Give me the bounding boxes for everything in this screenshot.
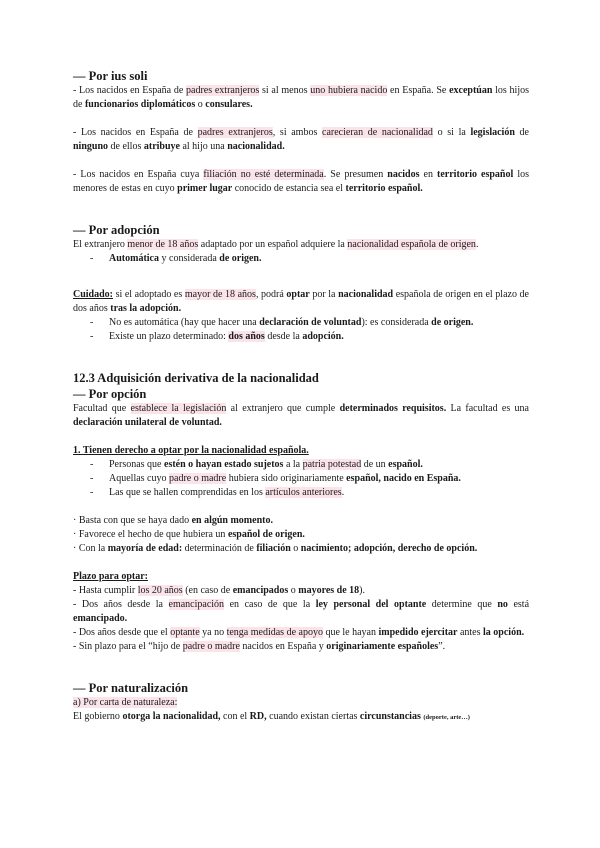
heading-naturalizacion: — Por naturalización: [73, 681, 189, 695]
paragraph-ius-soli-1: - Los nacidos en España de padres extranjeros si al menos uno hubiera nacido en España. Se exceptúan los hijos de funcionarios diplomáticos o consulares.: [73, 85, 530, 110]
note-1: · Basta con que se haya dado en algún momento.: [73, 515, 273, 526]
paragraph-cuidado: Cuidado: si el adoptado es mayor de 18 años, podrá optar por la nacionalidad española de origen en el plazo de dos años tras la adopción.: [73, 289, 529, 314]
paragraph-ius-soli-2: - Los nacidos en España de padres extranjeros, si ambos carecieran de nacionalidad o si la legislación de ninguno de ellos atribuye al hijo una nacionalidad.: [73, 127, 530, 152]
list-item-derecho-1: - Personas que estén o hayan estado sujetos a la patria potestad de un español.: [90, 459, 423, 470]
list-item-derecho-3: - Las que se hallen comprendidas en los artículos anteriores.: [90, 487, 345, 498]
plazo-title: Plazo para optar:: [73, 571, 148, 582]
list-item-adopcion-2: - No es automática (hay que hacer una declaración de voluntad): es considerada de origen.: [90, 317, 474, 328]
note-3: · Con la mayoría de edad: determinación de filiación o nacimiento; adopción, derecho de opción.: [73, 543, 478, 554]
plazo-item-2: - Dos años desde la emancipación en caso de que la ley personal del optante determine que no está emancipado.: [73, 599, 530, 624]
heading-ius-soli: — Por ius soli: [73, 69, 148, 83]
note-2: · Favorece el hecho de que hubiera un español de origen.: [73, 529, 305, 540]
paragraph-opcion-1: Facultad que establece la legislación al extranjero que cumple determinados requisitos. La facultad es una declaración unilateral de voluntad.: [73, 403, 529, 428]
paragraph-ius-soli-3: - Los nacidos en España cuya filiación no esté determinada. Se presumen nacidos en territorio español los menores de estas en cuyo primer lugar conocido de estancia sea el territorio español.: [73, 169, 529, 194]
naturalizacion-subheading: a) Por carta de naturaleza:: [73, 697, 178, 708]
plazo-item-4: - Sin plazo para el “hijo de padre o madre nacidos en España y originariamente españoles”.: [73, 641, 446, 652]
derecho-optar-title: 1. Tienen derecho a optar por la nacionalidad española.: [73, 445, 309, 456]
paragraph-adopcion-1: El extranjero menor de 18 años adaptado por un español adquiere la nacionalidad española de origen.: [73, 239, 479, 250]
plazo-item-1: - Hasta cumplir los 20 años (en caso de emancipados o mayores de 18).: [73, 585, 366, 596]
list-item-adopcion-3: - Existe un plazo determinado: dos años desde la adopción.: [90, 331, 344, 342]
list-item-adopcion-1: - Automática y considerada de origen.: [90, 253, 262, 264]
paragraph-naturalizacion-1: El gobierno otorga la nacionalidad, con el RD, cuando existan ciertas circunstancias (deporte, arte…): [73, 711, 470, 722]
heading-adquisicion-derivativa: 12.3 Adquisición derivativa de la nacionalidad: [73, 371, 319, 385]
plazo-item-3: - Dos años desde que el optante ya no tenga medidas de apoyo que le hayan impedido ejercitar antes la opción.: [73, 627, 525, 638]
document-page: [73, 68, 529, 725]
list-item-derecho-2: - Aquellas cuyo padre o madre hubiera sido originariamente español, nacido en España.: [90, 473, 461, 484]
heading-adopcion: — Por adopción: [73, 223, 160, 237]
heading-por-opcion: — Por opción: [73, 387, 147, 401]
